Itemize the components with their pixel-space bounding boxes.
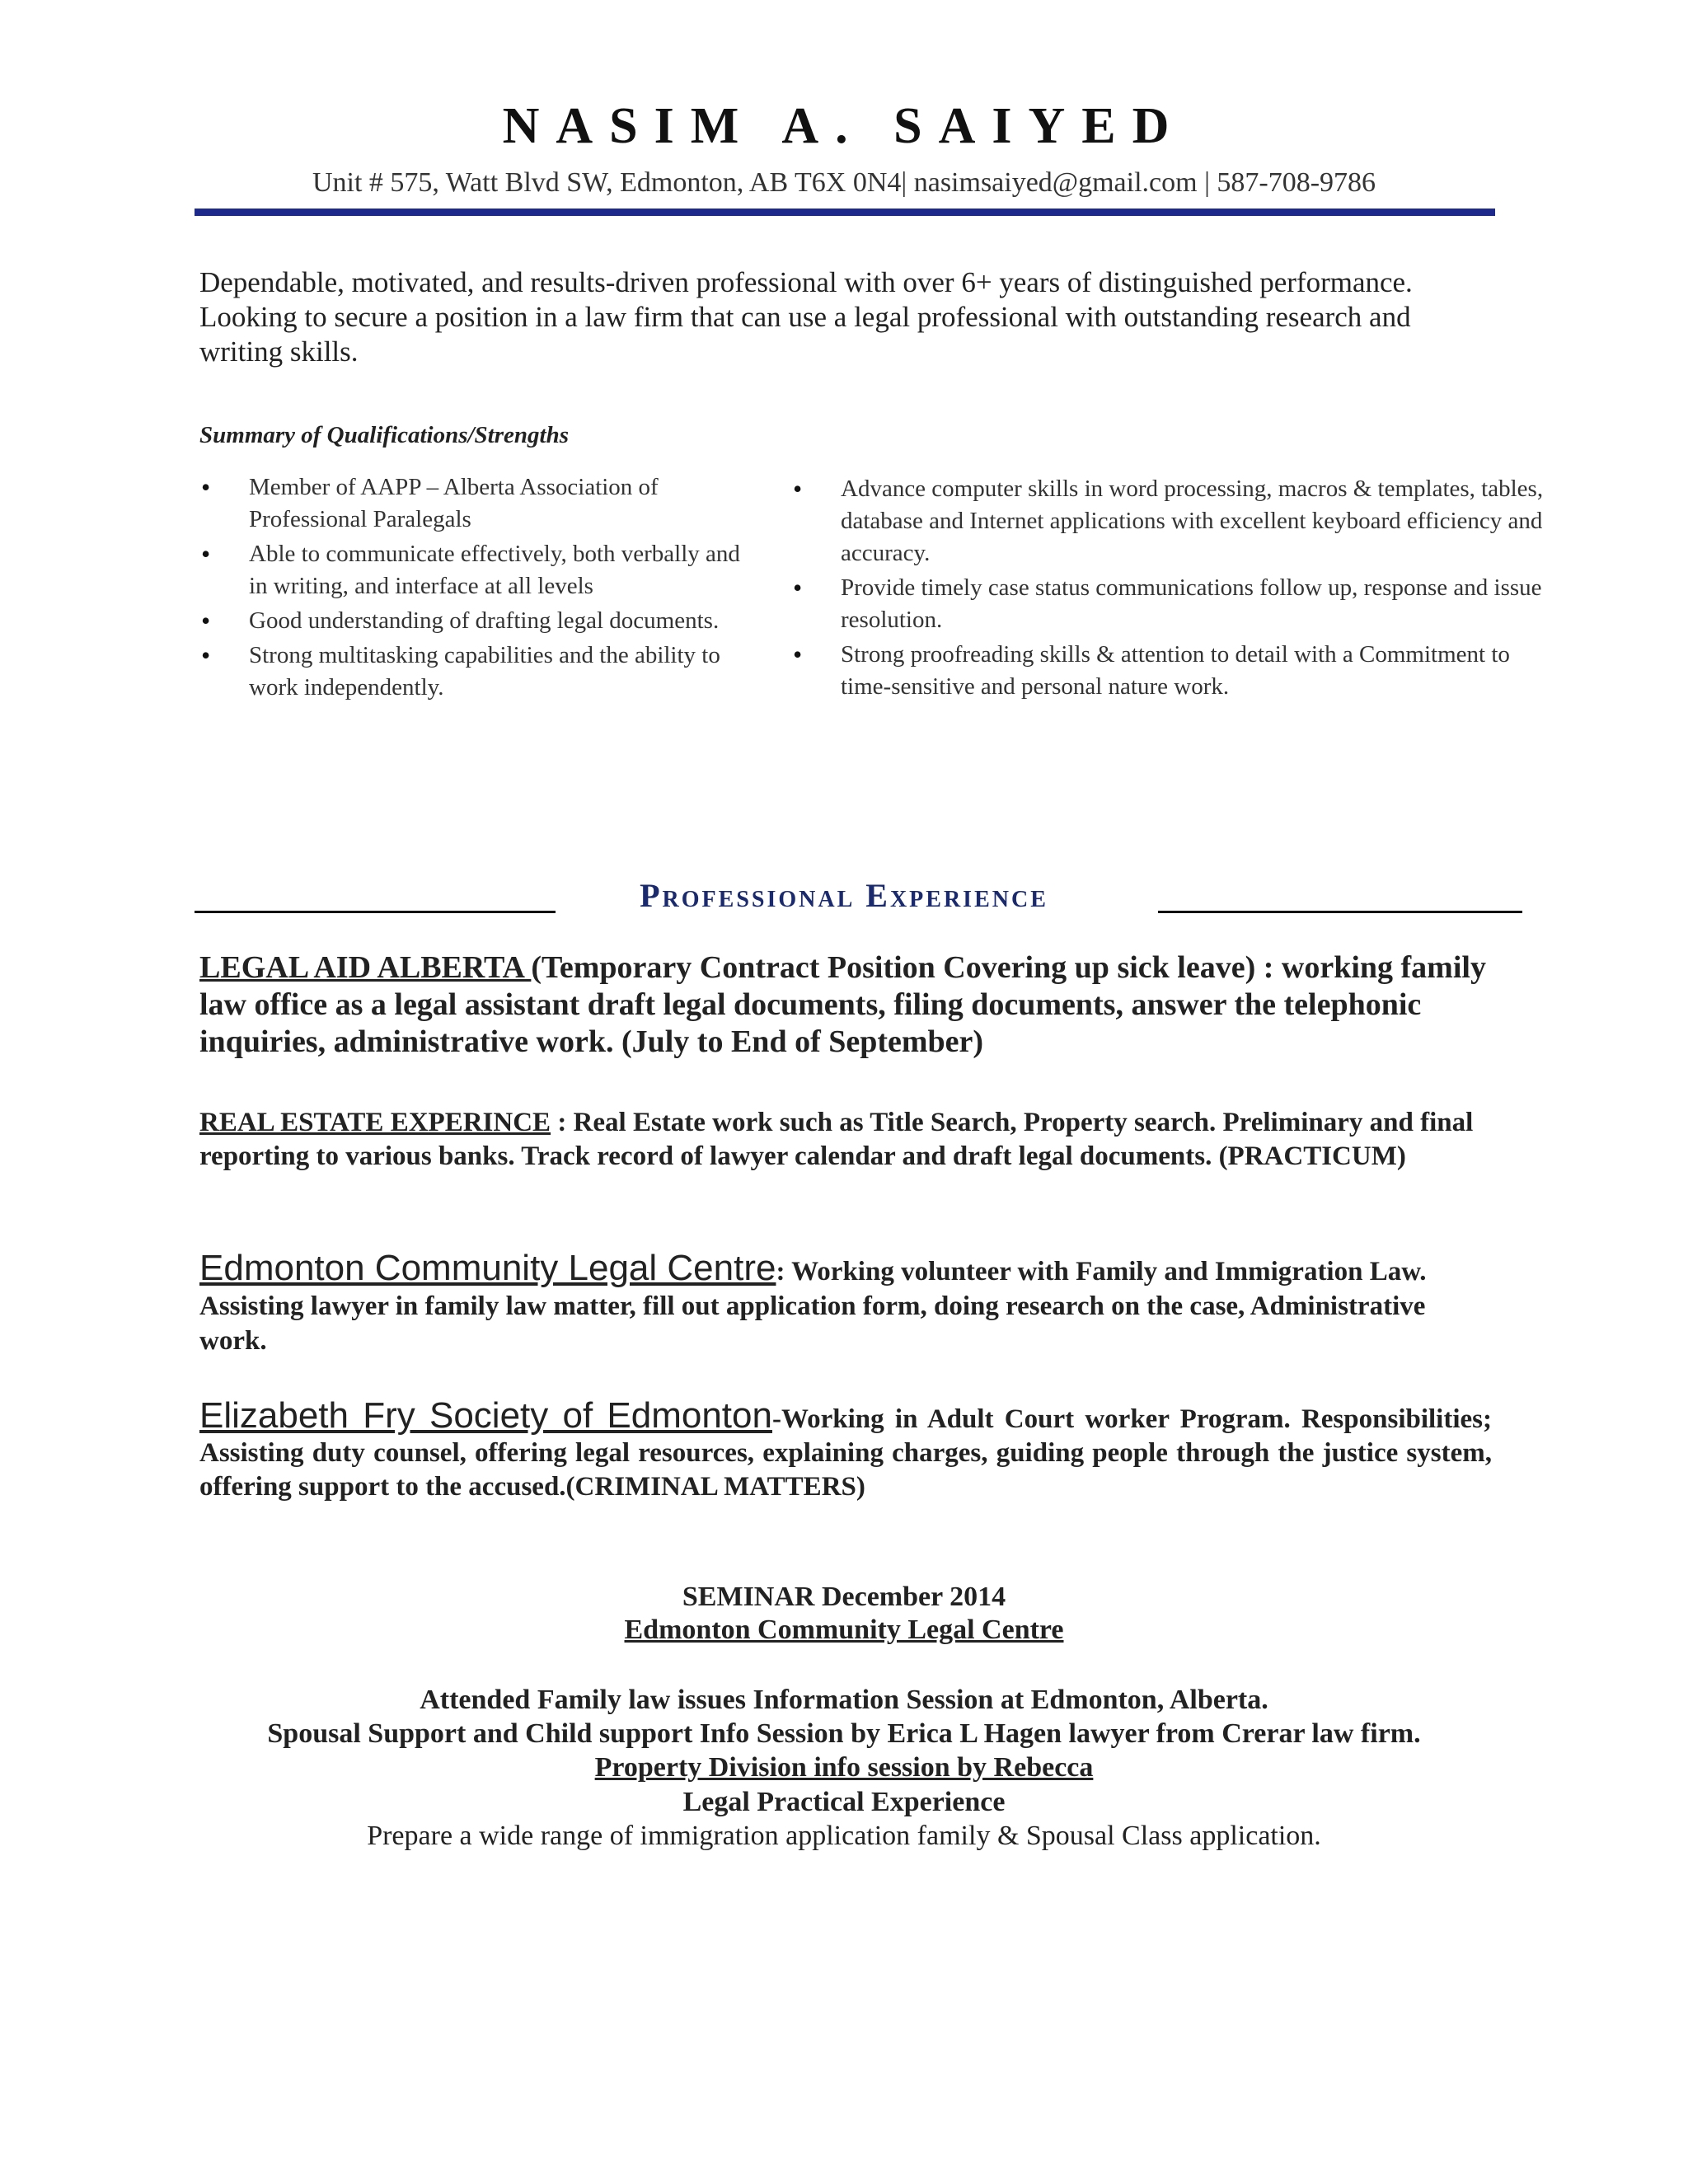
- job-org: Edmonton Community Legal Centre: [199, 1248, 776, 1288]
- seminar-org: [0, 1615, 1688, 1646]
- list-item: • Provide timely case status communications follow up, response and issue resolution.: [791, 572, 1558, 636]
- seminar-org-text: Edmonton Community Legal Centre: [624, 1615, 1064, 1645]
- qualifications-right-list: [791, 473, 1558, 705]
- applicant-name: NASIM A. SAIYED: [502, 98, 1186, 154]
- job-elizabeth-fry: [199, 1395, 1492, 1504]
- job-org: Elizabeth Fry Society of Edmonton: [199, 1395, 772, 1436]
- qualifications-heading: Summary of Qualifications/Strengths: [199, 422, 569, 448]
- list-item: • Member of AAPP – Alberta Association of Professional Paralegals: [199, 471, 760, 536]
- seminar-line-1: Attended Family law issues Information Session at Edmonton, Alberta.: [420, 1685, 1268, 1715]
- header-rule: [195, 209, 1495, 216]
- profile-summary: Dependable, motivated, and results-driven professional with over 6+ years of distinguished performance. Looking to secure a position in a law firm that can use a legal professional with outstanding research and writing skills.: [199, 266, 1413, 368]
- seminar-line-2: Spousal Support and Child support Info Session by Erica L Hagen lawyer from Crerar law firm.: [267, 1718, 1421, 1749]
- list-item: • Good understanding of drafting legal documents.: [199, 605, 760, 637]
- job-real-estate: [199, 1106, 1492, 1174]
- job-org: LEGAL AID ALBERTA: [199, 950, 532, 985]
- list-item: • Able to communicate effectively, both verbally and in writing, and interface at all levels: [199, 538, 760, 602]
- section-rule-right: [1158, 911, 1522, 913]
- list-item: • Advance computer skills in word processing, macros & templates, tables, database and Internet applications with excellent keyboard efficiency and accuracy.: [791, 473, 1558, 569]
- seminar-title: SEMINAR December 2014: [682, 1582, 1006, 1612]
- contact-info: Unit # 575, Watt Blvd SW, Edmonton, AB T6X 0N4| nasimsaiyed@gmail.com | 587-708-9786: [312, 167, 1376, 198]
- job-description: (Temporary Contract Position Covering up sick leave) : working family law office as a legal assistant draft legal documents, filing documents, answer the telephonic inquiries, administrative work. (July to End of September): [199, 950, 1486, 1059]
- job-description: : Real Estate work such as Title Search, Property search. Preliminary and final reporting to various banks. Track record of lawyer calendar and draft legal documents. (PRACTICUM): [199, 1108, 1474, 1171]
- list-item: • Strong multitasking capabilities and the ability to work independently.: [199, 640, 760, 704]
- job-legal-aid-alberta: [199, 949, 1492, 1061]
- seminar-line-3: [0, 1752, 1688, 1783]
- job-ecl-centre: [199, 1248, 1492, 1358]
- job-description: -Working in Adult Court worker Program. Responsibilities; Assisting duty counsel, offering legal resources, explaining charges, guiding people through the justice system, offering support to the accused.(CRIMINAL MATTERS): [199, 1404, 1492, 1502]
- seminar-line-5: Prepare a wide range of immigration application family & Spousal Class application.: [367, 1821, 1321, 1851]
- seminar-line-3-text: Property Division info session by Rebecca: [594, 1752, 1094, 1783]
- seminar-line-4: Legal Practical Experience: [682, 1787, 1006, 1817]
- job-description: : Working volunteer with Family and Immigration Law. Assisting lawyer in family law matter, fill out application form, doing research on the case, Administrative work.: [199, 1257, 1427, 1356]
- experience-section-title: Professional Experience: [640, 877, 1048, 914]
- qualifications-left-list: [199, 471, 760, 706]
- job-org: REAL ESTATE EXPERINCE: [199, 1108, 551, 1137]
- list-item: • Strong proofreading skills & attention to detail with a Commitment to time-sensitive and personal nature work.: [791, 639, 1558, 703]
